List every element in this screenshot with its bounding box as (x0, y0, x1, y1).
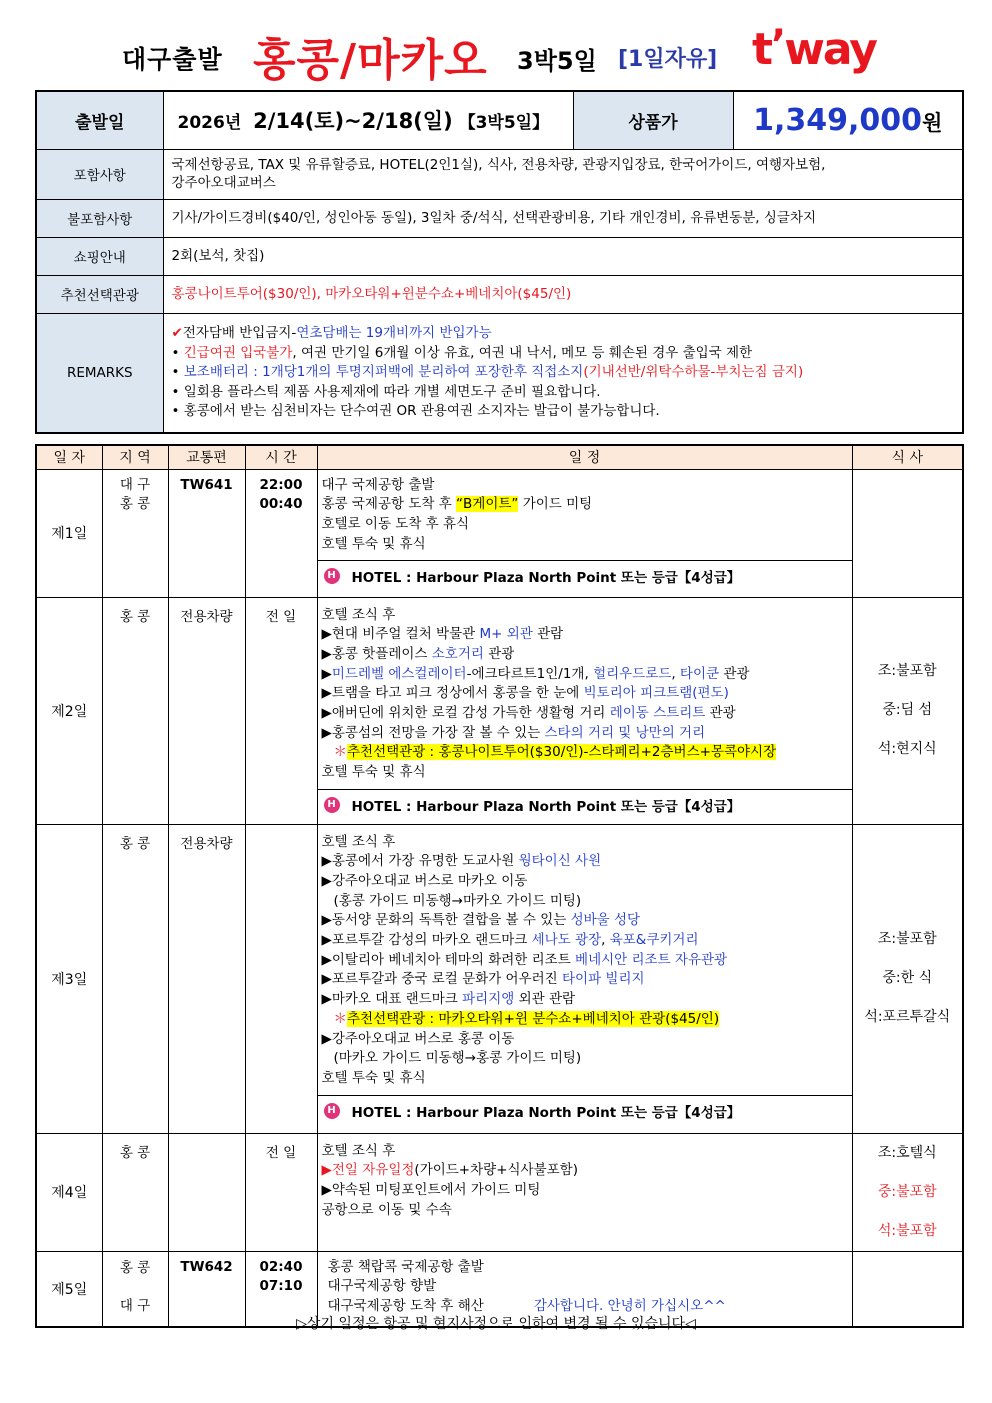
day2-hotel (318, 789, 853, 820)
itinerary-line (322, 495, 848, 515)
itinerary-text: ▶홍콩섬의 전망을 가장 잘 볼 수 있는 (321, 724, 545, 741)
logo-t: t (752, 24, 772, 75)
itinerary-text: 홍콩 국제공항 도착 후 (321, 496, 457, 513)
price-value (733, 91, 963, 149)
schedule-header-row (36, 445, 963, 469)
itinerary-text: ▶애버딘에 위치한 로컬 감성 가득한 생활형 거리 (321, 705, 610, 722)
remark-text: 연초담배는 19개비까지 반입가능 (296, 325, 492, 341)
remarks-row (36, 313, 963, 433)
itinerary-line: ▶강주아오대교 버스로 홍콩 이동 (321, 1030, 515, 1047)
logo-way: way (784, 24, 876, 75)
shopping-value: 2회(보석, 찻집) (163, 237, 963, 275)
time-text: 02:40 (259, 1258, 303, 1275)
itinerary-text: 대구국제공항 도착 후 해산 (327, 1297, 484, 1314)
itinerary-line (322, 1161, 848, 1181)
day4-label: 제4일 (36, 1133, 102, 1251)
day2-row (36, 597, 963, 824)
itinerary-place: 파리지앵 (462, 991, 515, 1008)
itinerary-place: 소호거리 (431, 645, 484, 662)
hotel-icon: H (324, 797, 340, 813)
remark-text: 긴급여권 입국불가 (183, 344, 293, 361)
itinerary-place: M+ 외관 (479, 626, 533, 643)
itinerary-place: 레이동 스트리트 (609, 705, 706, 722)
shopping-label: 쇼핑안내 (36, 237, 163, 275)
check-icon: ✔ (171, 325, 183, 341)
excluded-value: 기사/가이드경비($40/인, 성인아동 동일), 3일차 중/석식, 선택관광비용, 기타 개인경비, 유류변동분, 싱글차지 (163, 199, 963, 237)
itinerary-line: (홍콩 가이드 미동행→마카오 가이드 미팅) (333, 892, 582, 909)
region-text: 대 구 (119, 1297, 151, 1314)
itinerary-text: (가이드+차량+식사불포함) (414, 1162, 578, 1179)
day4-region: 홍 콩 (102, 1133, 168, 1251)
logo-apostrophe: ’ (771, 22, 785, 68)
meal-text: 석:포르투갈식 (864, 1009, 951, 1025)
day3-region: 홍 콩 (102, 824, 168, 1133)
time-text: 07:10 (259, 1278, 303, 1294)
tway-logo (752, 24, 876, 75)
departure-date (163, 91, 573, 149)
day4-meal (852, 1133, 963, 1251)
remark-4: • 일회용 플라스틱 제품 사용제재에 따라 개별 세면도구 준비 필요합니다. (171, 383, 601, 400)
time-text: 22:00 (259, 476, 303, 493)
itinerary-place: 헐리우드로드 (593, 665, 672, 682)
itinerary-text: , (601, 932, 610, 949)
excluded-row (36, 199, 963, 237)
schedule-table (35, 444, 964, 1328)
excluded-label: 불포함사항 (36, 199, 163, 237)
day3-meal (852, 824, 963, 1133)
day4-time: 전 일 (245, 1133, 317, 1251)
meal-text: 조:호텔식 (877, 1144, 937, 1161)
itinerary-line: 공항으로 이동 및 수속 (321, 1201, 452, 1218)
itinerary-text: 관광 (705, 705, 736, 722)
day3-label: 제3일 (36, 824, 102, 1133)
farewell-text: 감사합니다. 안녕히 가십시오^^ (533, 1297, 726, 1314)
day2-transport: 전용차량 (168, 597, 245, 824)
header-itinerary: 일 정 (317, 445, 852, 469)
itinerary-text: ▶포르투갈 감성의 마카오 랜드마크 (321, 932, 532, 949)
itinerary-line: 호텔 투숙 및 휴식 (321, 764, 426, 781)
departure-label: 출발일 (36, 91, 163, 149)
remark-5: • 홍콩에서 받는 심천비자는 단수여권 OR 관용여권 소지자는 발급이 불가능합니다. (171, 403, 660, 419)
meal-text: 중:불포함 (877, 1183, 937, 1200)
hotel-text: HOTEL : Harbour Plaza North Point 또는 등급【4성급】 (351, 1104, 741, 1121)
meal-text: 석:현지식 (877, 741, 937, 757)
itinerary-line (322, 970, 848, 990)
asterisk-icon: ＊ (333, 744, 347, 761)
itinerary-line: 호텔 조식 후 (321, 606, 396, 623)
itinerary-line: (마카오 가이드 미동행→홍콩 가이드 미팅) (333, 1050, 582, 1067)
hotel-text: HOTEL : Harbour Plaza North Point 또는 등급【4성급】 (351, 570, 741, 587)
meal-text: 석:불포함 (877, 1222, 937, 1239)
itinerary-place: 세나도 광장 (531, 932, 602, 949)
day1-row (36, 469, 963, 597)
hotel-text: HOTEL : Harbour Plaza North Point 또는 등급【4성급】 (351, 798, 741, 815)
time-text: 00:40 (259, 496, 303, 512)
itinerary-place: 미드레벨 에스컬레이터 (331, 665, 467, 682)
day3-row (36, 824, 963, 1133)
remark-text: (기내선반/위탁수하물-부치는짐 금지) (583, 364, 804, 380)
itinerary-line (322, 990, 848, 1010)
itinerary-line: 호텔로 이동 도착 후 휴식 (321, 515, 470, 532)
itinerary-line: 호텔 조식 후 (321, 1142, 396, 1159)
day4-row (36, 1133, 963, 1251)
header-meal: 식 사 (852, 445, 963, 469)
departure-nights: 【3박5일】 (458, 113, 550, 134)
footer-notice: ▷상기 일정은 항공 및 현지사정으로 인하여 변경 될 수 있습니다◁ (296, 1316, 696, 1332)
remarks-label: REMARKS (36, 313, 163, 433)
free-day-tag: [1일자유] (618, 47, 718, 72)
meal-text: 중:한 식 (882, 970, 933, 986)
departure-dates: 2/14(토)~2/18(일) (253, 109, 453, 134)
itinerary-line (322, 911, 848, 931)
itinerary-text: ▶홍콩에서 가장 유명한 도교사원 (321, 853, 519, 870)
day4-transport (168, 1133, 245, 1251)
info-table (35, 90, 964, 434)
remark-text: 홍콩에서 받는 심천비자는 단수여권 OR 관용여권 소지자는 발급이 불가능합니다. (183, 403, 660, 419)
itinerary-place: 육포&쿠키거리 (609, 932, 699, 949)
day2-region: 홍 콩 (102, 597, 168, 824)
included-label: 포함사항 (36, 149, 163, 199)
itinerary-place: 스타의 거리 및 낭만의 거리 (544, 724, 706, 741)
day1-label: 제1일 (36, 469, 102, 597)
itinerary-highlight: 추천선택관광 : 마카오타워+윈 분수쇼+베네치아 관광($45/인) (347, 1010, 720, 1027)
price-unit: 원 (922, 110, 943, 135)
meal-text: 조:불포함 (877, 931, 937, 947)
itinerary-line: 대구 국제공항 출발 (321, 476, 435, 493)
itinerary-text: ▶마카오 대표 랜드마크 (321, 991, 463, 1008)
itinerary-place: 빅토리아 피크트램(편도) (583, 685, 729, 702)
included-row (36, 149, 963, 199)
itinerary-text: 외관 관람 (514, 991, 576, 1008)
itinerary-line (322, 684, 848, 704)
itinerary-line (322, 724, 848, 744)
remark-text: 전자담배 반입금지- (182, 325, 297, 341)
destination-title: 홍콩/마카오 (253, 35, 488, 86)
itinerary-text: ▶전일 자유일정 (321, 1162, 415, 1179)
remarks-value (163, 313, 963, 433)
itinerary-text: 관광 (483, 645, 515, 662)
itinerary-text: -에크타르트1인/1개, (466, 665, 594, 682)
itinerary-line: ▶약속된 미팅포인트에서 가이드 미팅 (321, 1181, 541, 1198)
day5-label: 제5일 (36, 1251, 102, 1327)
remark-text: 보조배터리 : 1개당1개의 투명지퍼백에 분리하여 포장한후 직접소지 (183, 364, 584, 380)
remark-1 (172, 324, 955, 344)
itinerary-place: 베네시안 리조트 자유관광 (575, 951, 728, 968)
itinerary-line (322, 743, 848, 763)
remark-text: 일회용 플라스틱 제품 사용제재에 따라 개별 세면도구 준비 필요합니다. (183, 383, 601, 400)
departure-year: 2026년 (177, 113, 242, 134)
day2-time: 전 일 (245, 597, 317, 824)
price-label: 상품가 (573, 91, 733, 149)
itinerary-line: ▶강주아오대교 버스로 마카오 이동 (321, 872, 528, 889)
shopping-row (36, 237, 963, 275)
itinerary-line (322, 852, 848, 872)
day2-itinerary (317, 597, 852, 824)
itinerary-line: 홍콩 책랍콕 국제공항 출발 (327, 1258, 484, 1275)
asterisk-icon: ＊ (333, 1010, 347, 1027)
duration-title: 3박5일 (517, 47, 597, 75)
day1-time (245, 469, 317, 597)
day1-itinerary (317, 469, 852, 597)
header-time: 시 간 (245, 445, 317, 469)
itinerary-highlight: 추천선택관광 : 홍콩나이트투어($30/인)-스타페리+2층버스+몽콕야시장 (347, 744, 777, 761)
optional-value: 홍콩나이트투어($30/인), 마카오타워+윈분수쇼+베네치아($45/인) (163, 275, 963, 313)
optional-row (36, 275, 963, 313)
itinerary-text: ▶홍콩 핫플레이스 (321, 645, 432, 662)
itinerary-text: , (671, 665, 680, 682)
region-text: 홍 콩 (119, 496, 151, 512)
remark-3: • 보조배터리 : 1개당1개의 투명지퍼백에 분리하여 포장한후 직접소지(기내선반/위탁수하물-부치는짐 금지) (171, 364, 804, 380)
hotel-icon: H (324, 568, 340, 584)
itinerary-text: ▶현대 비주얼 컬처 박물관 (321, 626, 480, 643)
day3-itinerary (317, 824, 852, 1133)
itinerary-text: 관광 (719, 665, 750, 682)
hotel-icon: H (324, 1103, 340, 1119)
departure-city-title: 대구출발 (122, 45, 223, 74)
itinerary-line: 대구국제공항 향발 (327, 1278, 437, 1295)
day3-hotel (318, 1095, 853, 1126)
itinerary-line (322, 1010, 848, 1030)
itinerary-line (322, 645, 848, 665)
itinerary-place: 타이쿤 (679, 665, 720, 682)
itinerary-place: 웡타이신 사원 (518, 853, 602, 870)
itinerary-line (322, 951, 848, 971)
day2-meal (852, 597, 963, 824)
included-line: 강주아오대교버스 (171, 175, 276, 191)
region-text: 대 구 (119, 476, 151, 493)
region-text: 홍 콩 (119, 1259, 151, 1276)
day3-time (245, 824, 317, 1133)
itinerary-line (322, 931, 848, 951)
departure-row (36, 91, 963, 149)
itinerary-highlight: “B게이트” (456, 496, 519, 513)
day4-itinerary (317, 1133, 852, 1251)
itinerary-place: 타이파 빌리지 (562, 971, 645, 988)
remark-text: , 여권 만기일 6개월 이상 유효, 여권 내 낙서, 메모 등 훼손된 경우 출입국 제한 (292, 344, 753, 361)
optional-label: 추천선택관광 (36, 275, 163, 313)
title-bar (0, 18, 992, 88)
itinerary-line (322, 665, 848, 685)
included-line: 국제선항공료, TAX 및 유류할증료, HOTEL(2인1실), 식사, 전용차량, 관광지입장료, 한국어가이드, 여행자보험, (171, 157, 826, 173)
day5-flight: TW642 (168, 1251, 245, 1327)
meal-text: 중:딤 섬 (882, 702, 933, 718)
itinerary-text: 관람 (532, 626, 564, 643)
itinerary-line: 호텔 투숙 및 휴식 (321, 535, 426, 552)
itinerary-line (322, 704, 848, 724)
remark-2: • 긴급여권 입국불가, 여권 만기일 6개월 이상 유효, 여권 내 낙서, 메모 등 훼손된 경우 출입국 제한 (171, 344, 753, 361)
itinerary-text: ▶동서양 문화의 독특한 결합을 볼 수 있는 (321, 912, 571, 929)
day1-meal (852, 469, 963, 597)
header-day: 일 자 (36, 445, 102, 469)
itinerary-text: ▶ (321, 665, 332, 682)
meal-text: 조:불포함 (877, 663, 937, 679)
included-value (163, 149, 963, 199)
day1-region (102, 469, 168, 597)
itinerary-text: ▶트램을 타고 피크 정상에서 홍콩을 한 눈에 (321, 685, 584, 702)
itinerary-text: 가이드 미팅 (518, 496, 593, 513)
price-amount: 1,349,000 (753, 102, 923, 138)
itinerary-line (322, 625, 848, 645)
itinerary-place: 성바울 성당 (570, 912, 641, 929)
itinerary-line: 호텔 조식 후 (321, 833, 396, 850)
day1-hotel (318, 560, 853, 591)
itinerary-text: ▶이탈리아 베네치아 테마의 화려한 리조트 (321, 951, 576, 968)
header-transport: 교통편 (168, 445, 245, 469)
day1-flight: TW641 (168, 469, 245, 597)
header-region: 지 역 (102, 445, 168, 469)
day2-label: 제2일 (36, 597, 102, 824)
day3-transport: 전용차량 (168, 824, 245, 1133)
itinerary-line: 호텔 투숙 및 휴식 (321, 1069, 426, 1086)
itinerary-text: ▶포르투갈과 중국 로컬 문화가 어우러진 (321, 971, 562, 988)
